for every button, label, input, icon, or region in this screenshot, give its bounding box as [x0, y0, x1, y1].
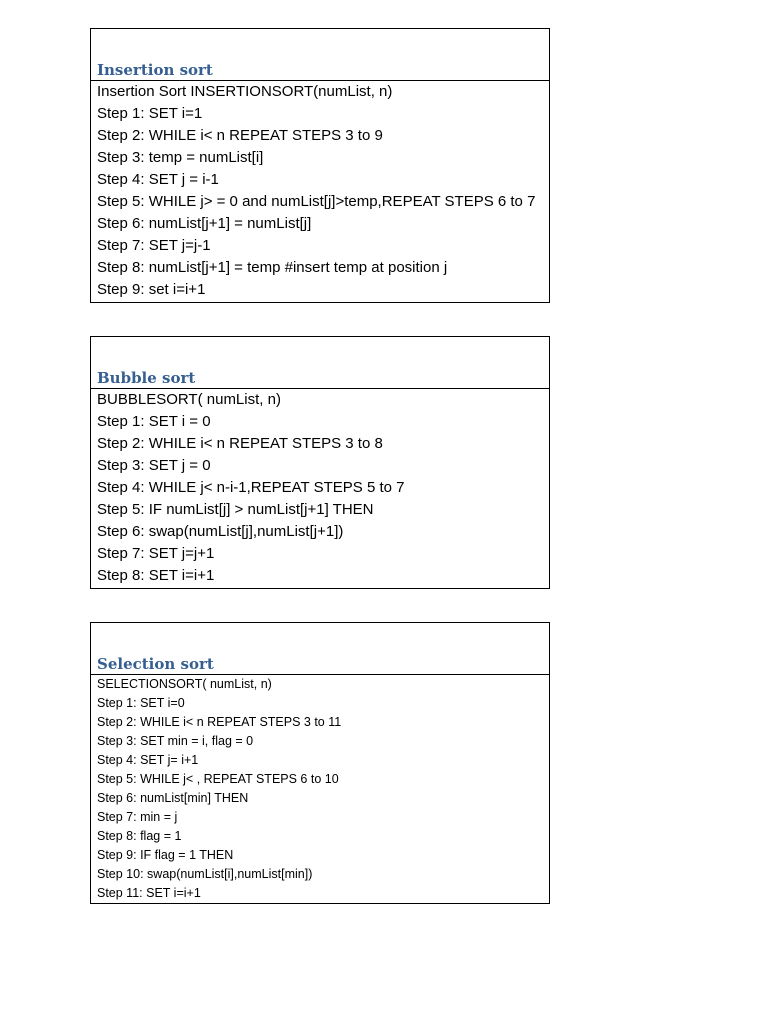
pseudocode-line: Step 8: numList[j+1] = temp #insert temp at position j	[97, 259, 448, 276]
table-header-cell	[91, 29, 549, 81]
pseudocode-line: Step 2: WHILE i< n REPEAT STEPS 3 to 11	[97, 715, 342, 729]
pseudocode-line: Step 2: WHILE i< n REPEAT STEPS 3 to 8	[97, 435, 383, 452]
selection-sort-table	[90, 622, 550, 904]
pseudocode-line: Step 8: flag = 1	[97, 829, 182, 843]
pseudocode-line: Step 6: numList[min] THEN	[97, 791, 249, 805]
table-header-cell	[91, 337, 549, 389]
pseudocode-line: SELECTIONSORT( numList, n)	[97, 677, 272, 691]
pseudocode-line: Step 7: min = j	[97, 810, 178, 824]
pseudocode-line: Step 10: swap(numList[i],numList[min])	[97, 867, 313, 881]
table-title: Insertion sort	[97, 61, 213, 79]
pseudocode-line: Step 9: set i=i+1	[97, 281, 206, 298]
pseudocode-line: Step 2: WHILE i< n REPEAT STEPS 3 to 9	[97, 127, 383, 144]
pseudocode-line: Step 1: SET i = 0	[97, 413, 211, 430]
insertion-sort-table	[90, 28, 550, 303]
pseudocode-line: Step 5: IF numList[j] > numList[j+1] THEN	[97, 501, 374, 518]
pseudocode-line: Step 3: SET min = i, flag = 0	[97, 734, 254, 748]
table-title: Bubble sort	[97, 369, 196, 387]
pseudocode-line: Step 9: IF flag = 1 THEN	[97, 848, 234, 862]
pseudocode-line: Step 6: numList[j+1] = numList[j]	[97, 215, 312, 232]
table-body-cell	[91, 675, 549, 903]
pseudocode-line: BUBBLESORT( numList, n)	[97, 391, 281, 408]
pseudocode-line: Step 4: WHILE j< n-i-1,REPEAT STEPS 5 to 7	[97, 479, 405, 496]
pseudocode-line: Step 5: WHILE j< , REPEAT STEPS 6 to 10	[97, 772, 339, 786]
pseudocode-line: Step 4: SET j = i-1	[97, 171, 219, 188]
table-body-cell	[91, 81, 549, 301]
pseudocode-line: Step 3: SET j = 0	[97, 457, 211, 474]
pseudocode-line: Insertion Sort INSERTIONSORT(numList, n)	[97, 83, 393, 100]
pseudocode-line: Step 1: SET i=0	[97, 696, 185, 710]
pseudocode-line: Step 1: SET i=1	[97, 105, 203, 122]
table-title: Selection sort	[97, 655, 214, 673]
bubble-sort-table	[90, 336, 550, 589]
pseudocode-line: Step 8: SET i=i+1	[97, 567, 215, 584]
pseudocode-line: Step 6: swap(numList[j],numList[j+1])	[97, 523, 344, 540]
pseudocode-line: Step 11: SET i=i+1	[97, 886, 201, 900]
pseudocode-line: Step 7: SET j=j-1	[97, 237, 211, 254]
pseudocode-line: Step 3: temp = numList[i]	[97, 149, 264, 166]
pseudocode-line: Step 5: WHILE j> = 0 and numList[j]>temp,REPEAT STEPS 6 to 7	[97, 193, 536, 210]
table-header-cell	[91, 623, 549, 675]
pseudocode-line: Step 7: SET j=j+1	[97, 545, 215, 562]
table-body-cell	[91, 389, 549, 587]
pseudocode-line: Step 4: SET j= i+1	[97, 753, 199, 767]
